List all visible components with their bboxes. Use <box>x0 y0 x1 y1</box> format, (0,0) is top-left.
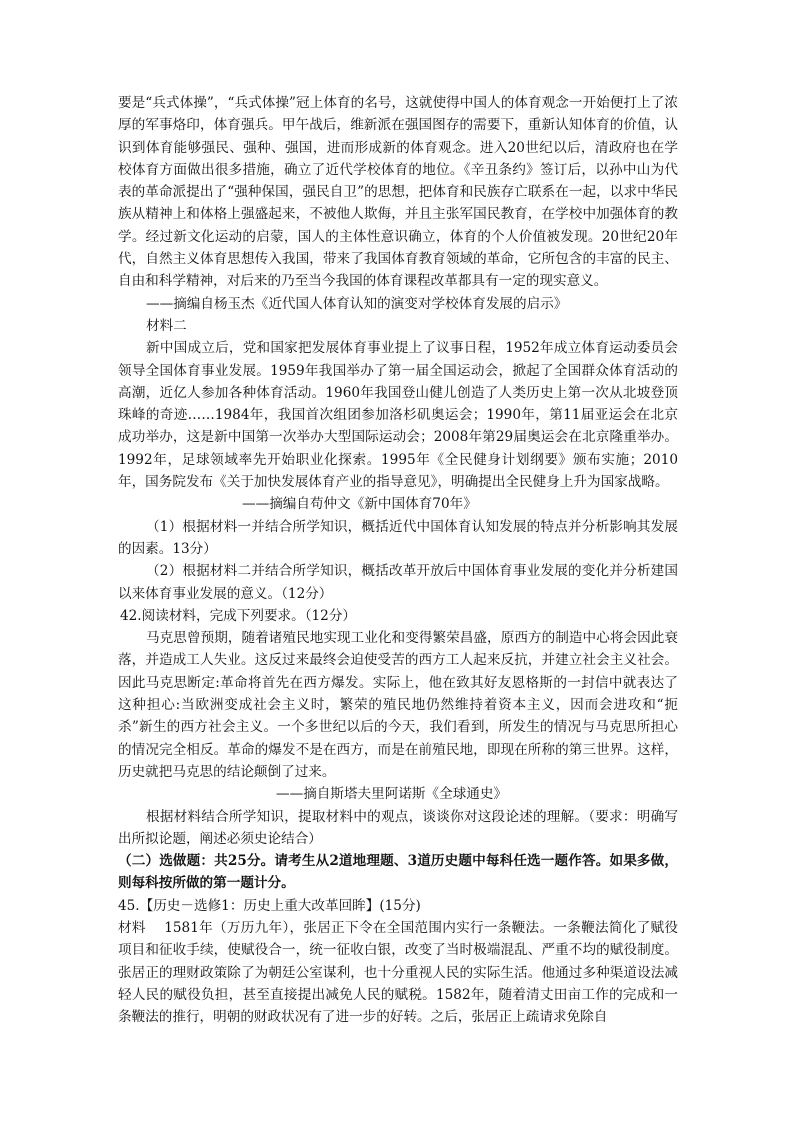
question-42-source: ——摘自斯塔夫里阿诺斯《全球通史》 <box>276 786 508 803</box>
material-two-source: ——摘编自苟仲文《新中国体育70年》 <box>242 496 477 513</box>
question-45-heading: 45.【历史－选修1：历史上重大改革回眸】(15分) <box>118 897 421 914</box>
question-42-requirement: 根据材料结合所学知识，提取材料中的观点，谈谈你对这段论述的理解。（要求：明确写出所拟论题，阐述必须史论结合） <box>118 808 678 847</box>
document-page <box>118 92 678 1028</box>
question-1: （1）根据材料一并结合所学知识，概括近代中国体育认知发展的特点并分析影响其发展的因素。13分） <box>118 518 678 557</box>
material-two-text: 新中国成立后，党和国家把发展体育事业提上了议事日程，1952年成立体育运动委员会领导全国体育事业发展。1959年我国举办了第一届全国运动会，掀起了全国群众体育活动的高潮，近亿人参加各种体育活动。1960年我国登山健儿创造了人类历史上第一次从北坡登顶珠峰的奇迹……1984年，我国首次组团参加洛杉矶奥运会；1990年，第11届亚运会在北京成功举办，这是新中国第一次举办大型国际运动会；2008年第29届奥运会在北京隆重举办。1992年，足球领域率先开始职业化探索。1995年《全民健身计划纲要》颁布实施；2010年，国务院发布《关于加快发展体育产业的指导意见》，明确提出全民健身上升为国家战略。 <box>118 340 678 491</box>
question-42-heading: 42.阅读材料，完成下列要求。（12分） <box>120 607 357 624</box>
material-one-source: ——摘编自杨玉杰《近代国人体育认知的演变对学校体育发展的启示》 <box>146 295 568 312</box>
question-42-material: 马克思曾预期，随着诸殖民地实现工业化和变得繁荣昌盛，原西方的制造中心将会因此衰落，并造成工人失业。这反过来最终会迫使受苦的西方工人起来反抗，并建立社会主义社会。因此马克思断定:革命将首先在西方爆发。实际上，他在致其好友恩格斯的一封信中就表达了这种担心:当欧洲变成社会主义时，繁荣的殖民地仍然维持着资本主义，因而会进攻和“扼杀”新生的西方社会主义。一个多世纪以后的今天，我们看到，所发生的情况与马克思所担心的情况完全相反。革命的爆发不是在西方，而是在前殖民地，即现在所称的第三世界。这样，历史就把马克思的结论颠倒了过来。 <box>118 630 678 780</box>
material-two-label: 材料二 <box>146 317 187 334</box>
question-45-material: 材料 1581年（万历九年），张居正下令在全国范围内实行一条鞭法。一条鞭法简化了赋役项目和征收手续，使赋役合一，统一征收白银，改变了当时极端混乱、严重不均的赋役制度。张居正的理财政策除了为朝廷公室谋利，也十分重视人民的实际生活。他通过多种渠道设法减轻人民的赋役负担，甚至直接提出减免人民的赋税。1582年，随着清丈田亩工作的完成和一条鞭法的推行，明朝的财政状况有了进一步的好转。之后，张居正上疏请求免除自 <box>118 919 678 1026</box>
material-one-text: 要是“兵式体操”，“兵式体操”冠上体育的名号，这就使得中国人的体育观念一开始便打上了浓厚的军事烙印，体育强兵。甲午战后，维新派在强国图存的需要下，重新认知体育的价值，认识到体育能够强民、强种、强国，进而形成新的体育观念。进入20世纪以后，清政府也在学校体育方面做出很多措施，确立了近代学校体育的地位。《辛丑条约》签订后，以孙中山为代表的革命派提出了“强种保国，强民自卫”的思想，把体育和民族存亡联系在一起，以求中华民族从精神上和体格上强盛起来，不被他人欺侮，并且主张军国民教育，在学校中加强体育的教学。经过新文化运动的启蒙，国人的主体性意识确立，体育的个人价值被发现。20世纪20年代，自然主义体育思想传入我国，带来了我国体育教育领域的革命，它所包含的丰富的民主、自由和科学精神，对后来的乃至当今我国的体育课程改革都具有一定的现实意义。 <box>118 95 678 290</box>
question-2: （2）根据材料二并结合所学知识，概括改革开放后中国体育事业发展的变化并分析建国以来体育事业发展的意义。（12分） <box>118 563 678 602</box>
elective-section-heading: （二）选做题：共25分。请考生从2道地理题、3道历史题中每科任选一题作答。如果多做，则每科按所做的第一题计分。 <box>118 853 678 892</box>
